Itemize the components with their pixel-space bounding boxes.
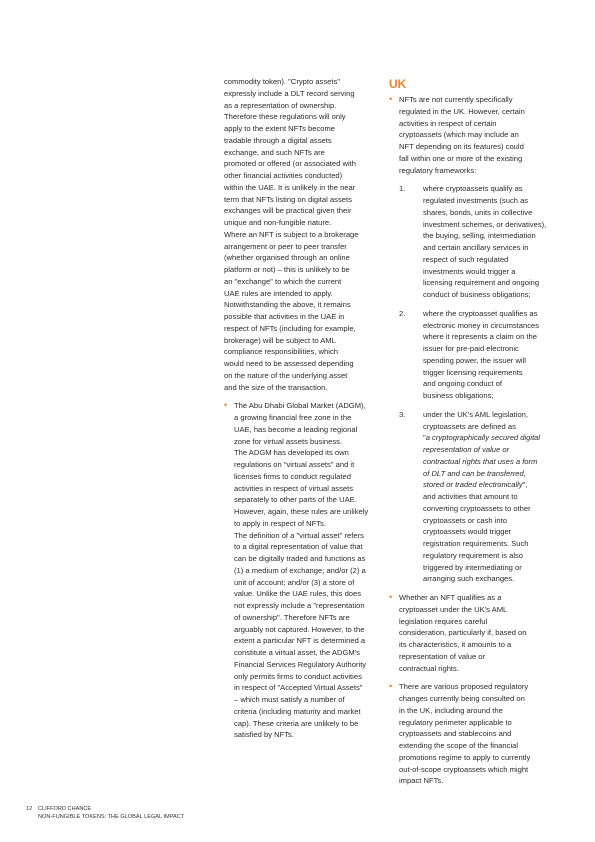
page-number: 12 xyxy=(26,806,33,812)
list-item: 1. where cryptoassets qualify as regulated investments (such as shares, bonds, units in collective investment schemes, or derivatives), the buying, selling, intermediation and certain ancillary services in respect of such regulated investments would trigger a licensing requirement and ongoing conduct of business obligations; xyxy=(399,184,547,299)
uk-heading: UK xyxy=(389,77,407,91)
adgm-bullet: • The Abu Dhabi Global Market (ADGM), a growing financial free zone in the UAE, has become a leading regional zone for virtual assets business. The ADGM has developed its own regulations on "virtual assets" and it licenses firms to conduct regulated activities in respect of virtual assets separately to other parts of the UAE. However, again, these rules are unlikely to apply in respect of NFTs. The definition of a "virtual asset" refers to a digital representation of value that can be digitally traded and functions as (1) a medium of exchange; and/or (2) a unit of account; and/or (3) a store of value. Unlike the UAE rules, this does not expressly include a "representation of ownership". Therefore NFTs are arguably not captured. However, to the extent a particular NFT is determined a constitute a virtual asset, the ADGM's Financial Services Regulatory Authority only permits firms to conduct activities in respect of "Accepted Virtual Assets" – which must satisfy a number of criteria (including maturity and market cap). These criteria are unlikely to be satisfied by NFTs. xyxy=(224,400,382,741)
footer-subtitle: NON-FUNGIBLE TOKENS: THE GLOBAL LEGAL IMPACT xyxy=(38,813,185,820)
frameworks-list xyxy=(399,183,549,585)
uae-paragraph: commodity token). "Crypto assets" expressly include a DLT record serving as a representation of ownership. Therefore these regulations will only apply to the extent NFTs become tradable through a digital assets exchange, and such NFTs are promoted or offered (or associated with other financial activities conducted) within the UAE. It is unlikely in the near term that NFTs listing on digital assets exchanges will be practical given their unique and non-fungible nature. Where an NFT is subject to a brokerage arrangement or peer to peer transfer (whether organised through an online platform or not) – this is unlikely to be an "exchange" to which the current UAE rules are intended to apply. Notwithstanding the above, it remains possible that activities in the UAE in respect of NFTs (including for example, brokerage) will be subject to AML compliance responsibilities, which would need to be assessed depending on the nature of the underlying asset and the size of the transaction. xyxy=(224,77,359,392)
uk-bullet-frameworks: • NFTs are not currently specifically regulated in the UK. However, certain activities in respect of certain cryptoassets (which may include an NFT depending on its features) could fall within one or more of the existing regulatory frameworks: 1. where cryptoassets qualify as regulated investments (such as shares, bonds, units in collective investment schemes, or derivatives), the buying, selling, intermediation and certain ancillary services in respect of such regulated investments would trigger a licensing requirement and ongoing conduct of business obligations; 2. where the cryptoasset qualifies as electronic money in circumstances where it represents a claim on the issuer for pre-paid electronic spending power, the issuer will trigger licensing requirements and ongoing conduct of business obligations; 3. under the UK's AML legislation, cryptoassets are defined as "a cryptographically secured digital representation of value or contractual rights that uses a form of DLT and can be transferred, stored or traded electronically", and activities that amount to converting cryptoassets to other cryptoassets or cash into cryptoassets would trigger registration requirements. Such regulatory requirement is also triggered by intermediating or arranging such exchanges. xyxy=(389,94,549,585)
right-column xyxy=(389,76,549,787)
uk-bullet-aml: • Whether an NFT qualifies as a cryptoasset under the UK's AML legislation requires careful consideration, particularly if, based on its characteristics, it amounts to a representation of value or contractual rights. xyxy=(389,592,549,674)
footer-brand: CLIFFORD CHANCE xyxy=(38,806,92,812)
list-item: 2. where the cryptoasset qualifies as electronic money in circumstances where it represents a claim on the issuer for pre-paid electronic spending power, the issuer will trigger licensing requirements and ongoing conduct of business obligations; xyxy=(399,308,540,400)
list-item: 3. under the UK's AML legislation, cryptoassets are defined as "a cryptographically secured digital representation of value or contractual rights that uses a form of DLT and can be transferred, stored or traded electronically", and activities that amount to converting cryptoassets to other cryptoassets or cash into cryptoassets would trigger registration requirements. Such regulatory requirement is also triggered by intermediating or arranging such exchanges. xyxy=(399,409,541,584)
page-footer xyxy=(26,806,184,821)
left-column xyxy=(224,76,382,741)
uk-bullet-proposed: • There are various proposed regulatory changes currently being consulted on in the UK, including around the regulatory perimeter applicable to cryptoassets and stablecoins and extending the scope of the financial promotions regime to apply to currently out-of-scope cryptoassets which might impact NFTs. xyxy=(389,681,549,787)
